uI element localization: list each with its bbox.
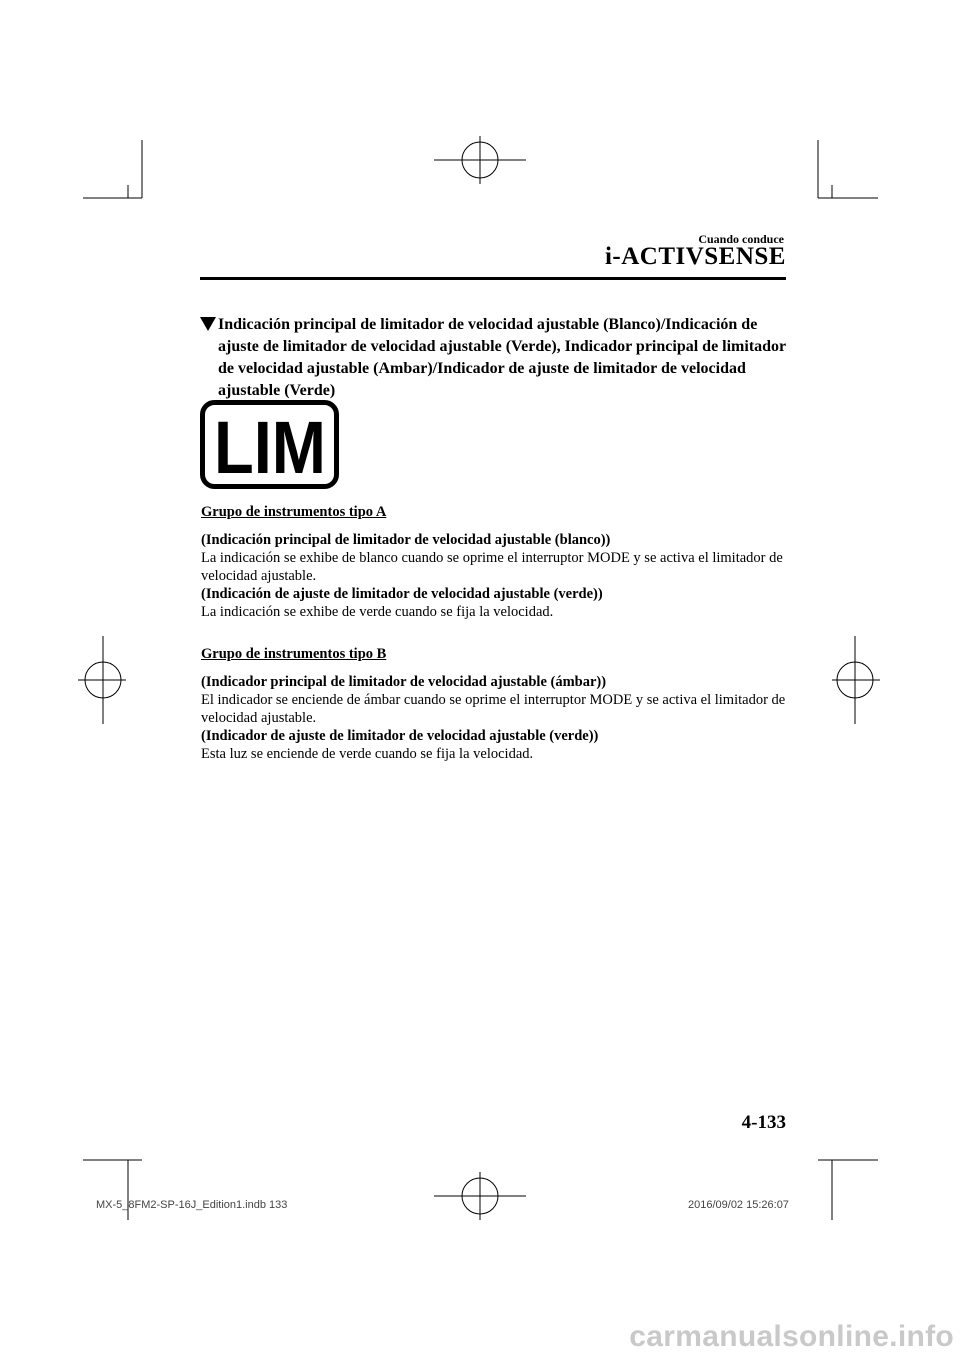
type-b-item2-text: Esta luz se enciende de verde cuando se fija la velocidad. (201, 746, 534, 762)
chapter-title: i-ACTIVSENSE (604, 243, 786, 270)
type-b-item1-label: (Indicador principal de limitador de velocidad ajustable (ámbar)) (201, 674, 607, 690)
type-b-item2 (201, 727, 791, 763)
page-number: 4-133 (741, 1112, 786, 1133)
type-a-item2 (201, 585, 791, 621)
type-b-item1 (201, 673, 791, 727)
section-heading (200, 314, 790, 402)
triangle-down-icon (200, 317, 216, 331)
footer-file-info: MX-5_8FM2-SP-16J_Edition1.indb 133 (96, 1199, 288, 1211)
type-a-item1-text: La indicación se exhibe de blanco cuando se oprime el interruptor MODE y se activa el limitador de velocidad ajustable. (201, 550, 783, 584)
lim-indicator-icon (200, 400, 339, 489)
header-rule (200, 277, 786, 280)
type-a-item1 (201, 531, 791, 585)
section-title: Cuando conduce (698, 232, 784, 246)
watermark: carmanualsonline.info (629, 1320, 954, 1353)
type-b-item1-text: El indicador se enciende de ámbar cuando se oprime el interruptor MODE y se activa el limitador de velocidad ajustable. (201, 692, 786, 726)
footer-timestamp: 2016/09/02 15:26:07 (688, 1199, 789, 1211)
type-b-item2-label: (Indicador de ajuste de limitador de velocidad ajustable (verde)) (201, 728, 599, 744)
type-a-item2-label: (Indicación de ajuste de limitador de velocidad ajustable (verde)) (201, 586, 603, 602)
type-a-title: Grupo de instrumentos tipo A (201, 504, 387, 520)
type-a-item2-text: La indicación se exhibe de verde cuando se fija la velocidad. (201, 604, 554, 620)
type-b-title: Grupo de instrumentos tipo B (201, 646, 387, 662)
lim-symbol-text: LIM (214, 406, 326, 489)
heading-text: Indicación principal de limitador de velocidad ajustable (Blanco)/Indicación de ajuste de limitador de velocidad ajustable (Verde), Indicador principal de limitador de velocidad ajustable (Ambar)/Indicador de ajuste de limitador de velocidad ajustable (Verde) (218, 316, 786, 399)
type-a-item1-label: (Indicación principal de limitador de velocidad ajustable (blanco)) (201, 532, 611, 548)
